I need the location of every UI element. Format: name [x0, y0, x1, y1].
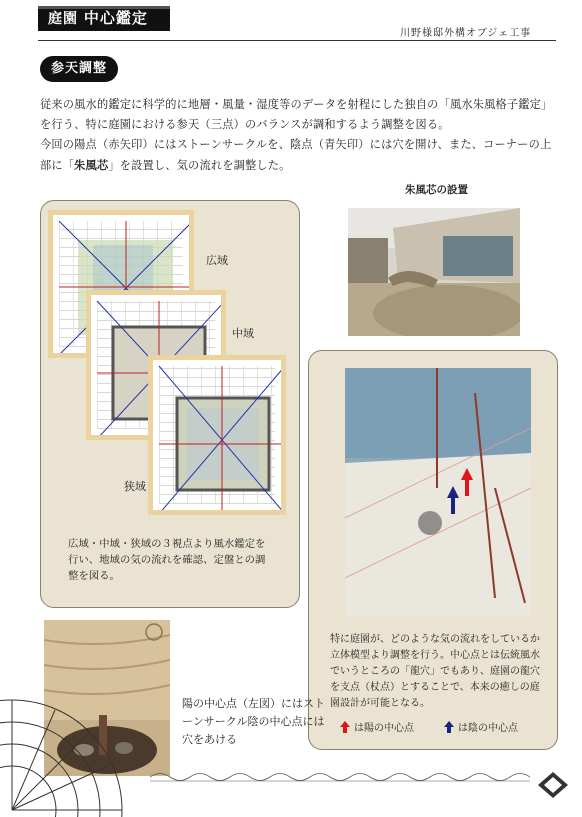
map-narrow-drawing [153, 360, 286, 515]
legend-blue-label: は陰の中心点 [458, 723, 518, 734]
photo-shufushin-drawing [348, 208, 520, 336]
model-photo-drawing [345, 368, 531, 616]
intro-paragraph-1: 従来の風水的鑑定に科学的に地層・風量・湿度等のデータを射程にした独自の「風水朱風格子鑑定」を行う、特に庭園における参天（三点）のバランスが調和するよう調整を図る。 [40, 98, 547, 131]
red-arrow-icon [340, 721, 350, 733]
intro-p2-c: 」を設置し、気の流れを調整した。 [108, 159, 291, 172]
map-wide-label: 広域 [206, 254, 228, 267]
intro-p2-a: 今回の陽点（赤矢印）にはストーンサークルを、陰点（青矢印）には穴を開け、また、コーナーの上部に「 [40, 138, 552, 172]
section-badge: 参天調整 [40, 56, 118, 82]
title-label: 中心鑑定 [83, 9, 148, 27]
legend-blue [444, 719, 518, 734]
legend-red-label: は陽の中心点 [354, 723, 414, 734]
bottom-caption: 陽の中心点（左図）にはストーンサークル陰の中心点には穴をあける [182, 697, 325, 746]
company-logo-icon [538, 772, 568, 798]
intro-paragraph-2 [40, 135, 552, 176]
project-subtitle: 川野様邸外構オブジェ工事 [400, 28, 532, 39]
header-divider [38, 40, 556, 41]
model-photo [345, 368, 531, 616]
blue-arrow-icon [444, 721, 454, 733]
legend-red [340, 719, 414, 734]
map-narrow-label: 狭域 [124, 480, 146, 493]
photo-shufushin [348, 208, 520, 336]
footer-wave-divider [150, 770, 530, 784]
map-narrow [148, 355, 286, 515]
category-label: 庭園 [48, 11, 78, 27]
map-mid-label: 中域 [232, 327, 254, 340]
model-caption: 特に庭園が、どのような気の流れをしているか立体模型より調整を行う。中心点とは伝統風水でいうところの「龍穴」でもあり、庭園の龍穴を支点（杖点）とすることで、本来の癒しの庭園設計が可能となる。 [330, 634, 540, 709]
intro-text [40, 95, 552, 176]
intro-p2-bold: 朱風芯 [74, 158, 109, 172]
compass-decoration-icon [0, 690, 130, 817]
maps-caption: 広域・中域・狭域の３視点より風水鑑定を行い、地域の気の流れを確認、定盤との調整を図る。 [68, 538, 266, 582]
page-title [48, 7, 148, 28]
photo-top-caption: 朱風芯の設置 [405, 184, 468, 196]
